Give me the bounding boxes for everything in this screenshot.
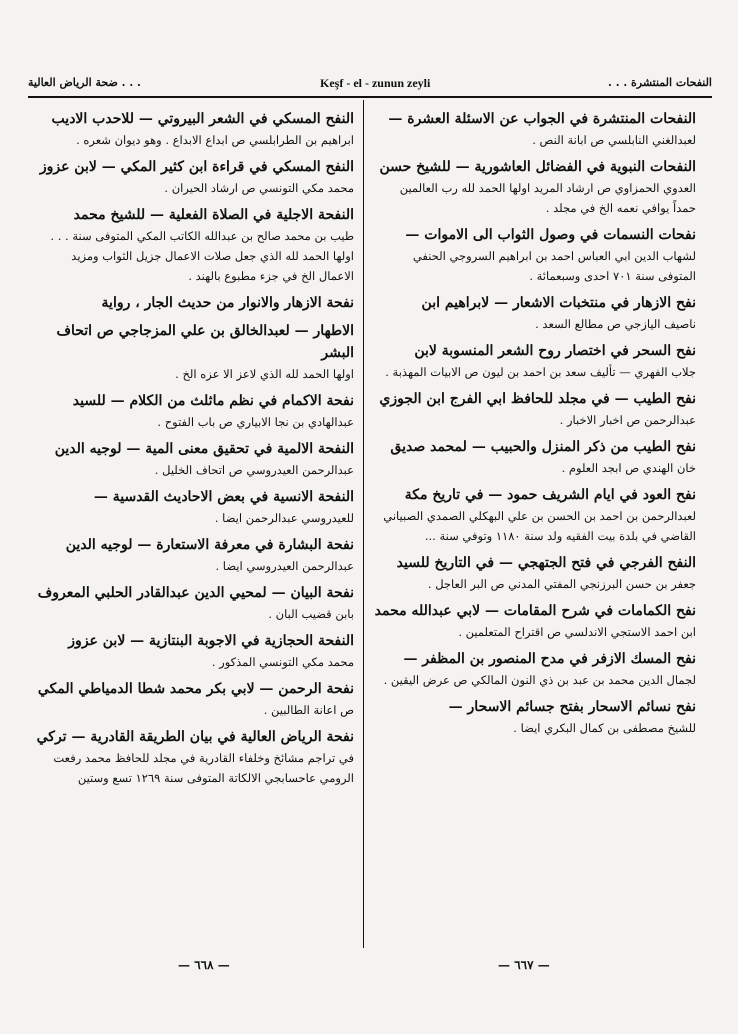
entry-title: الاطهار — لعبدالخالق بن علي المزجاجي ص اتحاف البشر — [56, 323, 354, 361]
entry-text: في تراجم مشائخ وخلفاء القادرية في مجلد للحافظ محمد رفعت الرومي عاحسابجي الالكاتة المتوفى سنة ١٢٦٩ تسع وستين — [53, 751, 354, 785]
page-number-left: — ٦٦٨ — — [178, 958, 230, 972]
entry-title: نفحة الرحمن — لابي بكر محمد شطا الدمياطي المكي — [37, 681, 354, 697]
header-left: ضحة الرياض العالية . . . — [28, 76, 141, 89]
page-header — [28, 76, 712, 98]
entry-title: نفحات النسمات في وصول الثواب الى الاموات — — [405, 227, 696, 243]
entry-title: نفح نسائم الاسحار بفتح جسائم الاسحار — — [448, 699, 696, 715]
entry-text: ص اعانة الطالبين . — [263, 703, 354, 717]
entry — [36, 438, 354, 480]
entry-text: لشهاب الدين ابي العباس احمد بن ابراهيم السروجي الحنفي المتوفى سنة ٧٠١ احدى وسبعمائة . — [412, 249, 696, 283]
entry-text: محمد مكي التونسي المذكور . — [211, 655, 354, 669]
entry-title: النفحات المنتشرة في الجواب عن الاسئلة العشرة — — [388, 111, 696, 127]
entry-title: النفحات النبوية في الفضائل العاشورية — للشيخ حسن — [379, 159, 696, 175]
entry-title: نفح الازهار في منتخبات الاشعار — لابراهيم ابن — [421, 295, 696, 311]
entry-title: النفح المسكي في الشعر البيروتي — للاحدب الاديب — [51, 111, 354, 127]
entry-text: لعبدالرحمن بن احمد بن الحسن بن علي البهكلي الصمدي الصبياني القاضي في بلدة بيت الفقيه ولد سنة ١١٨٠ وتوفي سنة ... — [383, 509, 696, 543]
entry-text: جعفر بن حسن البرزنجي المفتي المدني ص البر العاجل . — [427, 577, 696, 591]
entry-title: نفحة الاكمام في نظم ماثلث من الكلام — للسيد — [72, 393, 354, 409]
entry-text: عبدالرحمن العيدروسي ص اتحاف الخليل . — [154, 463, 354, 477]
entry-title: نفح المسك الازفر في مدح المنصور بن المظفر — — [403, 651, 696, 667]
entry — [374, 648, 696, 690]
entry-title: نفح العود في ايام الشريف حمود — في تاريخ مكة — [404, 487, 696, 503]
entry-text: محمد مكي التونسي ص ارشاد الحيران . — [164, 181, 354, 195]
entry-title: النفحة الانسية في بعض الاحاديث القدسية — — [93, 489, 354, 505]
entry-title: النفح المسكي في قراءة ابن كثير المكي — لابن عزوز — [39, 159, 354, 175]
entry — [374, 292, 696, 334]
entry — [374, 552, 696, 594]
entry-text: ابن احمد الاستجي الاندلسي ص اقتراح المتعلمين . — [458, 625, 696, 639]
entry-title: نفحة البشارة في معرفة الاستعارة — لوجيه الدين — [65, 537, 354, 553]
entry-title: النفحة الحجازية في الاجوبة البنتازية — لابن عزوز — [68, 633, 354, 649]
entry-text: عبدالرحمن ص اخبار الاخبار . — [559, 413, 696, 427]
entry — [36, 678, 354, 720]
entry-text: بابن قضيب البان . — [268, 607, 354, 621]
entry — [36, 630, 354, 672]
entry — [36, 204, 354, 286]
entry-title: نفح السحر في اختصار روح الشعر المنسوبة لابن — [414, 343, 696, 359]
left-column — [36, 108, 354, 794]
entry — [36, 534, 354, 576]
entry-text: ناصيف اليازجي ص مطالع السعد . — [535, 317, 696, 331]
entry-title: نفح الكمامات في شرح المقامات — لابي عبدالله محمد — [374, 603, 696, 619]
entry-text: للعيدروسي عبدالرحمن ايضا . — [214, 511, 354, 525]
entry-text: عبدالرحمن العيدروسي ايضا . — [215, 559, 354, 573]
entry — [374, 484, 696, 546]
entry — [36, 390, 354, 432]
entry-title: نفح الطيب — في مجلد للحافظ ابي الفرج ابن الجوزي — [379, 391, 696, 407]
entry — [374, 388, 696, 430]
entry — [374, 696, 696, 738]
entry-text: لعبدالغني النابلسي ص ابانة النص . — [532, 133, 696, 147]
entry — [374, 156, 696, 218]
entry — [374, 340, 696, 382]
entry — [36, 486, 354, 528]
entry-text: للشيخ مصطفى بن كمال البكري ايضا . — [513, 721, 696, 735]
entry-title: نفحة البيان — لمحيي الدين عبدالقادر الحلبي المعروف — [37, 585, 354, 601]
entry-title: نفحة الرياض العالية في بيان الطريقة القادرية — تركي — [36, 729, 354, 745]
entry — [36, 726, 354, 788]
right-column — [374, 108, 696, 744]
entry-text: العدوي الحمزاوي ص ارشاد المريد اولها الحمد لله رب العالمين حمداً يوافي نعمه الخ في مجلد . — [399, 181, 696, 215]
column-divider — [363, 100, 364, 948]
entry-text: لجمال الدين محمد بن عبد بن ذي النون المالكي ص عرض اليقين . — [383, 673, 696, 687]
entry-text: طيب بن محمد صالح بن عبدالله الكاتب المكي المتوفى سنة . . . اولها الحمد لله الذي جعل صلات الاعمال جزيل الثواب ومزيد الاعمال الخ في جزء مطبوع بالهند . — [50, 229, 354, 283]
entry-text: عبدالهادي بن نجا الابياري ص باب الفتوح . — [157, 415, 354, 429]
entry-text: اولها الحمد لله الذي لاعز الا عزه الخ . — [175, 367, 354, 381]
entry — [374, 436, 696, 478]
entry — [374, 108, 696, 150]
entry-text: ابراهيم بن الطرابلسي ص ابداع الابداع . وهو ديوان شعره . — [76, 133, 354, 147]
entry-text: جلاب الفهري — تأليف سعد بن احمد بن ليون ص الابيات المهذبة . — [385, 365, 696, 379]
entry — [36, 292, 354, 314]
entry — [374, 600, 696, 642]
page-number-right: — ٦٦٧ — — [498, 958, 550, 972]
header-right: النفحات المنتشرة . . . — [608, 76, 712, 89]
entry-text: خان الهندي ص ابجد العلوم . — [561, 461, 696, 475]
entry — [36, 320, 354, 384]
entry-title: النفحة الاجلية في الصلاة الفعلية — للشيخ محمد — [73, 207, 354, 223]
entry — [36, 156, 354, 198]
entry-title: النفحة الالمية في تحقيق معنى المية — لوجيه الدين — [54, 441, 354, 457]
entry — [36, 582, 354, 624]
entry-title: نفح الطيب من ذكر المنزل والحبيب — لمحمد صديق — [390, 439, 696, 455]
header-center: Keşf - el - zunun zeyli — [320, 76, 431, 90]
entry-title: النفح الفرجي في فتح الجتهجي — في التاريخ للسيد — [396, 555, 696, 571]
entry — [374, 224, 696, 286]
entry-title: نفحة الازهار والانوار من حديث الجار ، رواية — [101, 295, 354, 311]
header-rule — [28, 96, 712, 98]
entry — [36, 108, 354, 150]
